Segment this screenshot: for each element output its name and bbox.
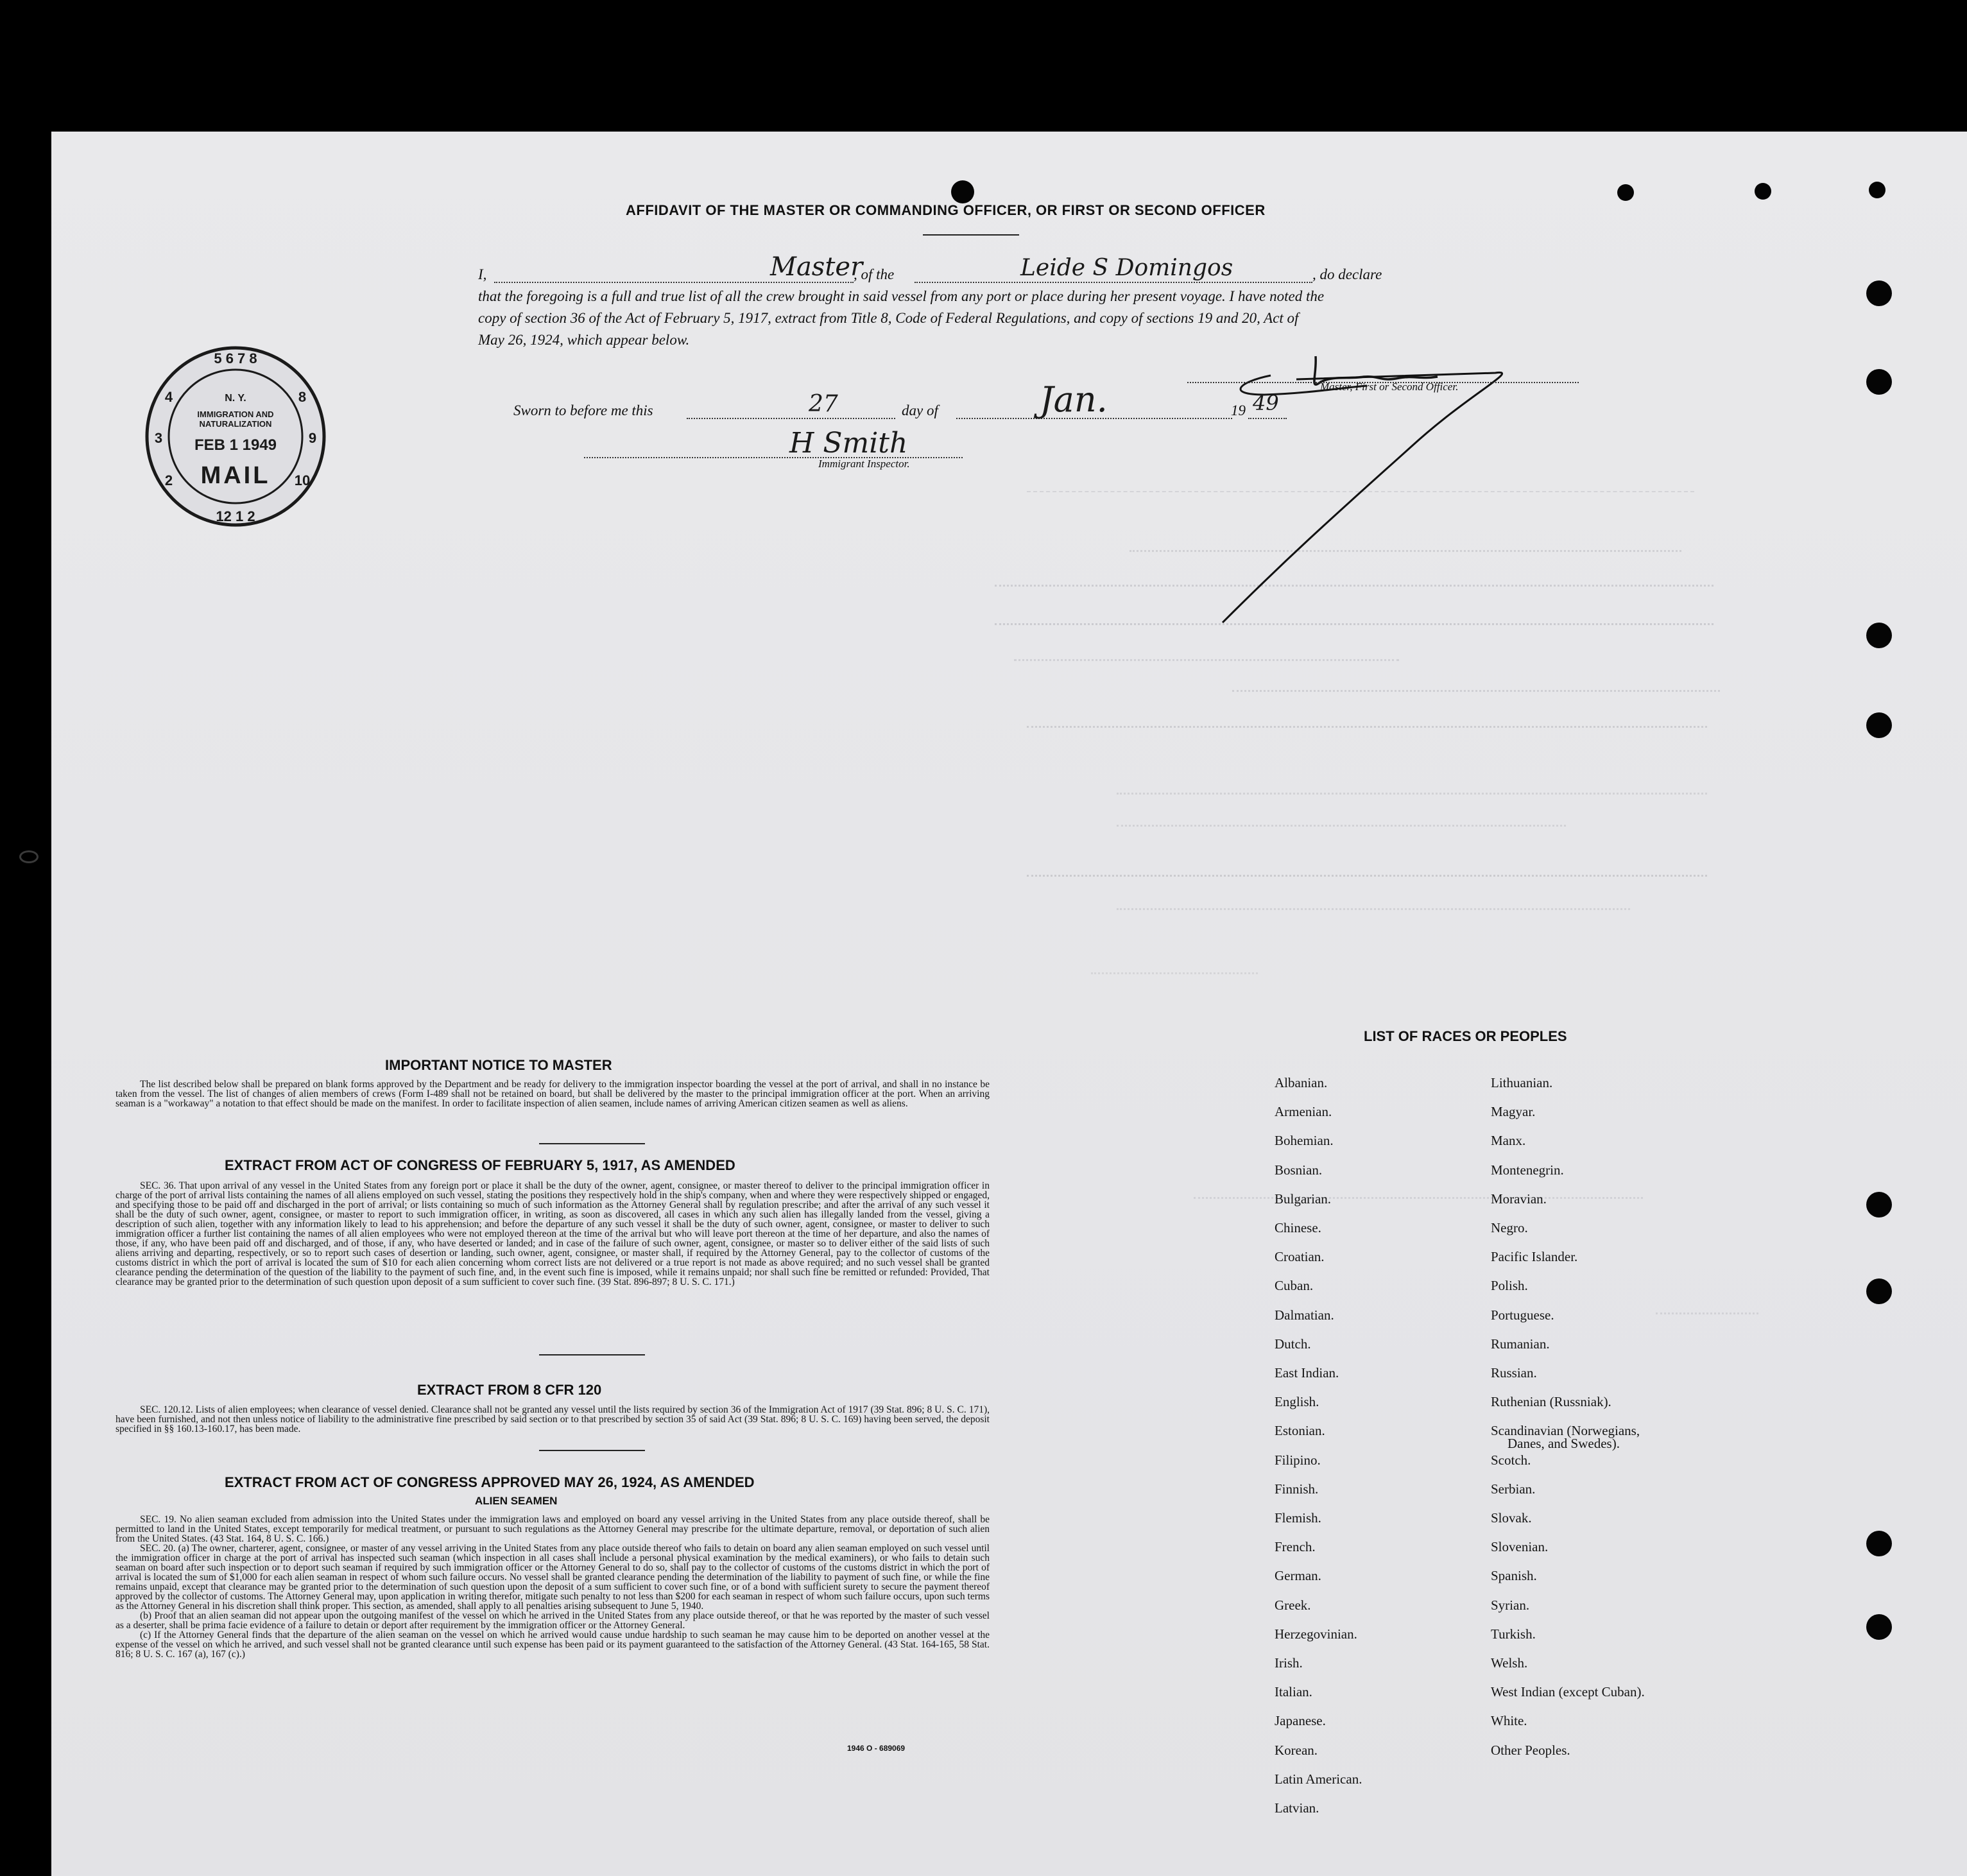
race-item: Chinese. [1275,1220,1321,1235]
race-item: Rumanian. [1491,1336,1550,1352]
extract-cfr-body [116,1405,990,1434]
print-code: 1946 O - 689069 [847,1744,906,1753]
extract-1917-body [116,1181,990,1287]
svg-text:5 6 7 8: 5 6 7 8 [214,350,257,366]
punch-hole-right-3 [1866,623,1892,648]
race-item: Syrian. [1491,1597,1530,1613]
race-item: Greek. [1275,1597,1311,1613]
race-item: West Indian (except Cuban). [1491,1684,1645,1700]
sec-20b-paragraph: (b) Proof that an alien seaman did not appear upon the outgoing manifest of the vessel on which he arrived in the United States from any place outside thereof, or that he was reported by the master of such vessel as a deserter, shall be prima facie evidence of a failure to detain or deport after requirement by the immigration officer or the Attorney General. [116,1610,990,1631]
race-item: Korean. [1275,1742,1318,1758]
race-item: Other Peoples. [1491,1742,1570,1758]
race-item-continuation: Danes, and Swedes). [1507,1436,1620,1452]
race-item: Manx. [1491,1133,1526,1149]
race-item: Irish. [1275,1655,1303,1671]
race-item: Serbian. [1491,1481,1536,1497]
affidavit-title: AFFIDAVIT OF THE MASTER OR COMMANDING OFFICER, OR FIRST OR SECOND OFFICER [626,202,1266,218]
punch-hole-right-5 [1866,1192,1892,1218]
race-item: East Indian. [1275,1365,1339,1381]
extract-1917-title: EXTRACT FROM ACT OF CONGRESS OF FEBRUARY 5, 1917, AS AMENDED [225,1157,735,1173]
officer-rank-field[interactable]: Master [770,252,863,282]
extract-1917-divider [539,1354,645,1355]
race-item: Ruthenian (Russniak). [1491,1394,1611,1410]
race-item: Dalmatian. [1275,1307,1334,1323]
race-item: Bosnian. [1275,1162,1323,1178]
sec-20c-paragraph: (c) If the Attorney General finds that the departure of the alien seaman on the vessel on which he arrived would cause undue hardship to such seaman he may cause him to be deported on another vessel at the expense of the vessel on which he arrived, and such vessel shall not be granted clearance until such expense has been paid or its payment guaranteed to the satisfaction of the Attorney General. (43 Stat. 164-165, 58 Stat. 816; 8 U. S. C. 167 (a), 167 (c).) [116,1630,990,1660]
stamp-line-4: N. Y. [225,393,246,404]
punch-hole-right-6 [1866,1278,1892,1304]
extract-cfr-title: EXTRACT FROM 8 CFR 120 [417,1382,602,1398]
race-item: Negro. [1491,1220,1528,1235]
notice-title: IMPORTANT NOTICE TO MASTER [385,1057,612,1073]
race-item: Pacific Islander. [1491,1249,1578,1265]
race-item: Portuguese. [1491,1307,1554,1323]
notice-body [116,1080,990,1108]
inspector-signature: H Smith [789,427,908,460]
race-item: Latin American. [1275,1771,1362,1787]
race-item: Cuban. [1275,1278,1314,1294]
race-item: Montenegrin. [1491,1162,1564,1178]
affidavit-line-4: May 26, 1924, which appear below. [478,332,690,348]
punch-hole-top-1 [951,180,974,203]
punch-hole-right-7 [1866,1531,1892,1556]
race-item: Latvian. [1275,1800,1319,1816]
race-item: German. [1275,1568,1321,1584]
day-line [687,418,895,419]
race-item: Italian. [1275,1684,1312,1700]
alien-seamen-subtitle: ALIEN SEAMEN [475,1495,558,1507]
race-item: Scotch. [1491,1452,1531,1468]
punch-hole-right-4 [1866,712,1892,738]
svg-text:3: 3 [154,430,163,446]
race-item: English. [1275,1394,1319,1410]
race-item: Albanian. [1275,1075,1328,1090]
race-item: Moravian. [1491,1191,1547,1207]
punch-hole-top-2 [1617,184,1634,201]
stamp-line-3: IMMIGRATION AND NATURALIZATION [197,409,274,429]
race-item: Japanese. [1275,1713,1326,1729]
race-item: Slovak. [1491,1510,1532,1526]
punch-hole-top-3 [1755,183,1771,200]
notice-divider [539,1143,645,1144]
race-item: Welsh. [1491,1655,1528,1671]
vessel-line [915,282,1312,283]
sec-20a-paragraph: SEC. 20. (a) The owner, charterer, agent, consignee, or master of any vessel arriving in the United States from any place outside thereof who fails to detain on board any alien seaman employed on such vessel until the immigration officer in charge at the port of arrival has inspected such seaman (which inspection in all cases shall include a personal physical examination by the medical examiners), or who fails to detain such seaman on board after such inspection or to deport such seaman if required by such immigration officer or the Attorney General to do so, shall pay to the collector of customs of the customs district in which the port of arrival is located the sum of $1,000 for each alien seaman in respect of whom such failure occurs. No vessel shall be granted clearance pending the determination of the liability to payment of such fine, or while the fine remains unpaid, except that clearance may be granted prior to the determination of such question upon the deposit of a sum sufficient to cover such fine, or of a bond with sufficient surety to secure the payment thereof approved by the collector of customs. The Attorney General may, upon application in writing therefor, mitigate such penalty to not less than $200 for each seaman in respect of whom such failure occurs, upon such terms as the Attorney General in his discretion shall think proper. This section, as amended, shall apply to all penalties arising subsequent to June 5, 1940. [116,1543,990,1612]
svg-text:2: 2 [164,472,173,488]
race-item: Flemish. [1275,1510,1321,1526]
race-item: Spanish. [1491,1568,1537,1584]
year-line [1248,418,1287,419]
vessel-name-field[interactable]: Leide S Domingos [1020,255,1233,281]
race-item: French. [1275,1539,1316,1555]
title-underline [923,234,1019,236]
sworn-year-field[interactable]: 49 [1253,391,1279,415]
race-item: Dutch. [1275,1336,1311,1352]
stamp-line-2: FEB 1 1949 [194,436,277,454]
svg-text:12 1 2: 12 1 2 [216,508,255,524]
immigration-stamp [139,340,332,533]
race-item: Bohemian. [1275,1133,1334,1149]
race-item: Armenian. [1275,1104,1332,1120]
race-item: White. [1491,1713,1527,1729]
race-item: Russian. [1491,1365,1537,1381]
punch-hole-right-2 [1866,369,1892,395]
punch-hole-right-8 [1866,1614,1892,1640]
sec-19-paragraph: SEC. 19. No alien seaman excluded from admission into the United States under the immigration laws and employed on board any vessel arriving in the United States from any place outside thereof, shall be permitted to land in the United States, except temporarily for medical treatment, or pursuant to such regulations as the Attorney General may prescribe for the ultimate departure, removal, or deportation of such alien from the United States. (43 Stat. 164, 8 U. S. C. 166.) [116,1514,990,1544]
race-item: Slovenian. [1491,1539,1549,1555]
race-item: Magyar. [1491,1104,1536,1120]
inspector-caption: Immigrant Inspector. [818,458,910,470]
race-item: Scandinavian (Norwegians, [1491,1423,1640,1439]
race-item: Finnish. [1275,1481,1319,1497]
race-item: Filipino. [1275,1452,1321,1468]
day-of-label: day of [902,402,938,418]
svg-text:8: 8 [298,389,307,405]
race-item: Herzegovinian. [1275,1626,1357,1642]
notice-paragraph: The list described below shall be prepared on blank forms approved by the Department and be ready for delivery to the immigration inspector boarding the vessel at the port of arrival, and shall in no instance be taken from the vessel. The list of changes of alien members of crews (Form I-489 shall not be retained on board, but shall be delivered by the master to the principal immigration officer at the port. When an arriving seaman is a "workaway" a notation to that effect should be made on the manifest. In order to facilitate inspection of alien seamen, include names of arriving American citizen seamen as well as aliens. [116,1079,990,1109]
form-page [51,132,1967,1876]
affidavit-i-label: I, [478,266,487,282]
svg-text:10: 10 [294,472,311,488]
affidavit-line-2: that the foregoing is a full and true list of all the crew brought in said vessel from any port or place during her present voyage. I have noted the [478,288,1325,304]
race-item: Bulgarian. [1275,1191,1332,1207]
sworn-label: Sworn to before me this [513,402,653,418]
punch-hole-top-4 [1869,182,1885,198]
year-prefix: 19 [1231,402,1246,418]
rank-line [494,282,854,283]
extract-cfr-divider [539,1450,645,1451]
race-item: Lithuanian. [1491,1075,1553,1090]
punch-hole-right-1 [1866,280,1892,306]
stamp-line-1: MAIL [200,462,271,489]
master-signature-caption: Master, First or Second Officer. [1320,381,1459,393]
of-the-label: , of the [854,266,895,282]
race-item: Turkish. [1491,1626,1536,1642]
race-item: Croatian. [1275,1249,1325,1265]
extract-1924-body [116,1515,990,1659]
sec-120-paragraph: SEC. 120.12. Lists of alien employees; when clearance of vessel denied. Clearance shall not be granted any vessel until the lists required by section 36 of the Immigration Act of 1917 (39 Stat. 896; 8 U. S. C. 171), have been furnished, and not then unless notice of liability to the administrative fine prescribed by said section or to that prescribed by section 35 of said Act (39 Stat. 896; 8 U. S. C. 169) having been served, the deposit specified in §§ 160.13-160.17, has been made. [116,1404,990,1434]
races-title: LIST OF RACES OR PEOPLES [1364,1028,1567,1044]
race-item: Estonian. [1275,1423,1325,1439]
margin-mark [19,850,39,863]
extract-1924-title: EXTRACT FROM ACT OF CONGRESS APPROVED MAY 26, 1924, AS AMENDED [225,1474,755,1490]
svg-text:4: 4 [164,389,173,405]
sworn-day-field[interactable]: 27 [809,391,838,417]
do-declare-label: , do declare [1312,266,1382,282]
sworn-month-field[interactable]: Jan. [1040,379,1108,420]
race-item: Polish. [1491,1278,1528,1294]
svg-text:9: 9 [308,430,317,446]
master-signature [1078,337,1604,761]
sec-36-paragraph: SEC. 36. That upon arrival of any vessel in the United States from any foreign port or place it shall be the duty of the owner, agent, consignee, or master thereof to deliver to the principal immigration officer in charge of the port of arrival lists containing the names of all aliens employed on such vessel, stating the positions they respectively hold in the ship's company, when and where they were respectively shipped or engaged, and specifying those to be paid off and discharged in the port of arrival; or lists containing so much of such information as the Attorney General shall by regulation prescribe; and after the arrival of any such vessel it shall be the duty of such owner, agent, consignee, or master to report to such immigration officer, in writing, as soon as discovered, all cases in which any such alien has illegally landed from the vessel, giving a description of such alien, together with any information likely to lead to his apprehension; and before the departure of any such vessel it shall be the duty of such owner, agent, consignee, or master to deliver to such immigration officer a further list containing the names of all alien employees who were not employed thereon at the time of the arrival but who will leave port thereon at the time of her departure, and also the names of those, if any, who have been paid off and discharged, and of those, if any, who have deserted or landed; and in case of the failure of such owner, agent, consignee, or master so to deliver either of the said lists of such aliens arriving and departing, respectively, or so to report such cases of desertion or landing, such owner, agent, consignee, or master shall, if required by the Attorney General, pay to the collector of customs of the customs district in which the port of arrival is located the sum of $10 for each alien concerning whom correct lists are not delivered or a true report is not made as above required; and no such vessel shall be granted clearance pending the determination of the question of the liability to the payment of such fine, and, in the event such fine is imposed, while it remains unpaid; nor shall such fine be remitted or refunded: Provided, That clearance may be granted prior to the determination of such question upon deposit of a sum sufficient to cover such fine. (39 Stat. 896-897; 8 U. S. C. 171.) [116,1180,990,1287]
affidavit-line-3: copy of section 36 of the Act of February 5, 1917, extract from Title 8, Code of Federal Regulations, and copy of sections 19 and 20, Act of [478,310,1299,326]
